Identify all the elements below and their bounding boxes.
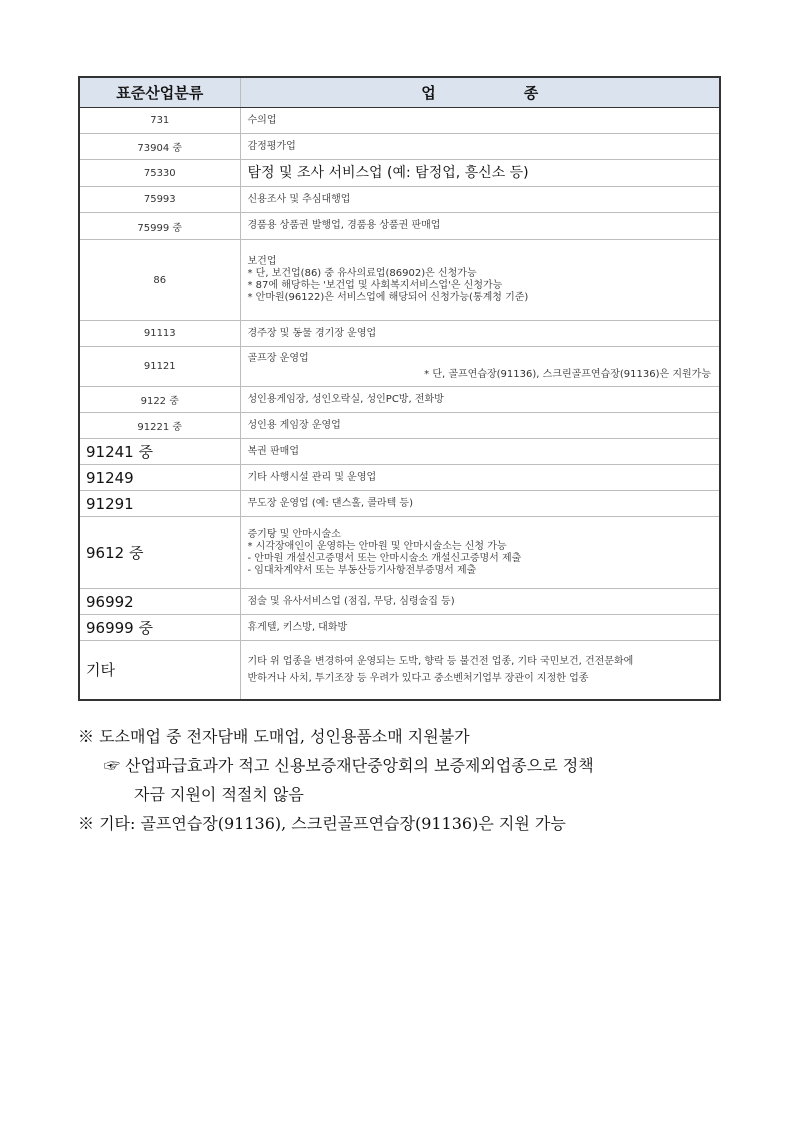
table-row: [79, 321, 720, 347]
industry-desc: 탐정 및 조사 서비스업 (예: 탐정업, 흥신소 등): [240, 160, 720, 187]
industry-code: 기타: [79, 641, 240, 700]
industry-desc: 성인용 게임장 운영업: [240, 413, 720, 439]
table-row: [79, 615, 720, 641]
table-row: [79, 517, 720, 589]
exception-note: * 단, 골프연습장(91136), 스크린골프연습장(91136)은 지원가능: [424, 368, 711, 380]
industry-code: 75999 중: [79, 213, 240, 240]
industry-desc: 보건업 * 단, 보건업(86) 중 유사의료업(86902)은 신청가능 * 87에 해당하는 '보건업 및 사회복지서비스업'은 신청가능 * 안마원(96122)은 서비스업에 해당되어 신청가능(통계청 기준): [240, 240, 720, 321]
industry-desc: 무도장 운영업 (예: 댄스홀, 콜라텍 등): [240, 491, 720, 517]
note-reason-cont: 자금 지원이 적절치 않음: [134, 785, 304, 804]
industry-code: 75330: [79, 160, 240, 187]
industry-code: 9612 중: [79, 517, 240, 589]
table-row: [79, 347, 720, 387]
industry-code: 73904 중: [79, 134, 240, 160]
industry-desc: 골프장 운영업 * 단, 골프연습장(91136), 스크린골프연습장(91136)은 지원가능: [240, 347, 720, 387]
industry-desc: 기타 사행시설 관리 및 운영업: [240, 465, 720, 491]
industry-desc: 경품용 상품권 발행업, 경품용 상품권 판매업: [240, 213, 720, 240]
industry-code: 91113: [79, 321, 240, 347]
table-row: [79, 187, 720, 213]
table-row: [79, 589, 720, 615]
note-ecig-restriction: ※ 도소매업 중 전자담배 도매업, 성인용품소매 지원불가: [78, 727, 470, 746]
industry-desc: 수의업: [240, 108, 720, 134]
industry-desc: 감정평가업: [240, 134, 720, 160]
table-row: [79, 465, 720, 491]
table-row: [79, 439, 720, 465]
industry-code: 96999 중: [79, 615, 240, 641]
industry-code: 91249: [79, 465, 240, 491]
table-row: [79, 413, 720, 439]
industry-desc: 휴게텔, 키스방, 대화방: [240, 615, 720, 641]
table-row: [79, 108, 720, 134]
industry-desc: 신용조사 및 추심대행업: [240, 187, 720, 213]
table-row: [79, 160, 720, 187]
table-header-row: [79, 77, 720, 108]
table-row: [79, 134, 720, 160]
table-row: [79, 213, 720, 240]
industry-desc: 경주장 및 동물 경기장 운영업: [240, 321, 720, 347]
table-row: [79, 240, 720, 321]
industry-table: [78, 76, 721, 701]
table-row: [79, 491, 720, 517]
note-reason: ☞ 산업파급효과가 적고 신용보증재단중앙회의 보증제외업종으로 정책: [104, 756, 594, 775]
industry-code: 91121: [79, 347, 240, 387]
industry-code: 731: [79, 108, 240, 134]
industry-code: 96992: [79, 589, 240, 615]
industry-desc: 증기탕 및 안마시술소 * 시각장애인이 운영하는 안마원 및 안마시술소는 신청 가능 - 안마원 개설신고증명서 또는 안마시술소 개설신고증명서 제출 - 임대차계약서 또는 부동산등기사항전부증명서 제출: [240, 517, 720, 589]
industry-code: 91241 중: [79, 439, 240, 465]
industry-code: 86: [79, 240, 240, 321]
industry-code: 75993: [79, 187, 240, 213]
header-code: 표준산업분류: [79, 77, 240, 108]
industry-desc: 점술 및 유사서비스업 (점집, 무당, 심령술집 등): [240, 589, 720, 615]
notes-section: [78, 722, 738, 838]
industry-desc: 복권 판매업: [240, 439, 720, 465]
industry-code: 91221 중: [79, 413, 240, 439]
industry-desc: 성인용게임장, 성인오락실, 성인PC방, 전화방: [240, 387, 720, 413]
table-row: [79, 387, 720, 413]
industry-code: 91291: [79, 491, 240, 517]
industry-desc: 기타 위 업종을 변경하여 운영되는 도박, 향락 등 불건전 업종, 기타 국민보건, 건전문화에 반하거나 사치, 투기조장 등 우려가 있다고 중소벤처기업부 장관이 지정한 업종: [240, 641, 720, 700]
industry-code: 9122 중: [79, 387, 240, 413]
table-row: [79, 641, 720, 700]
note-golf-exception: ※ 기타: 골프연습장(91136), 스크린골프연습장(91136)은 지원 가능: [78, 814, 566, 833]
header-industry: 업 종: [240, 77, 720, 108]
